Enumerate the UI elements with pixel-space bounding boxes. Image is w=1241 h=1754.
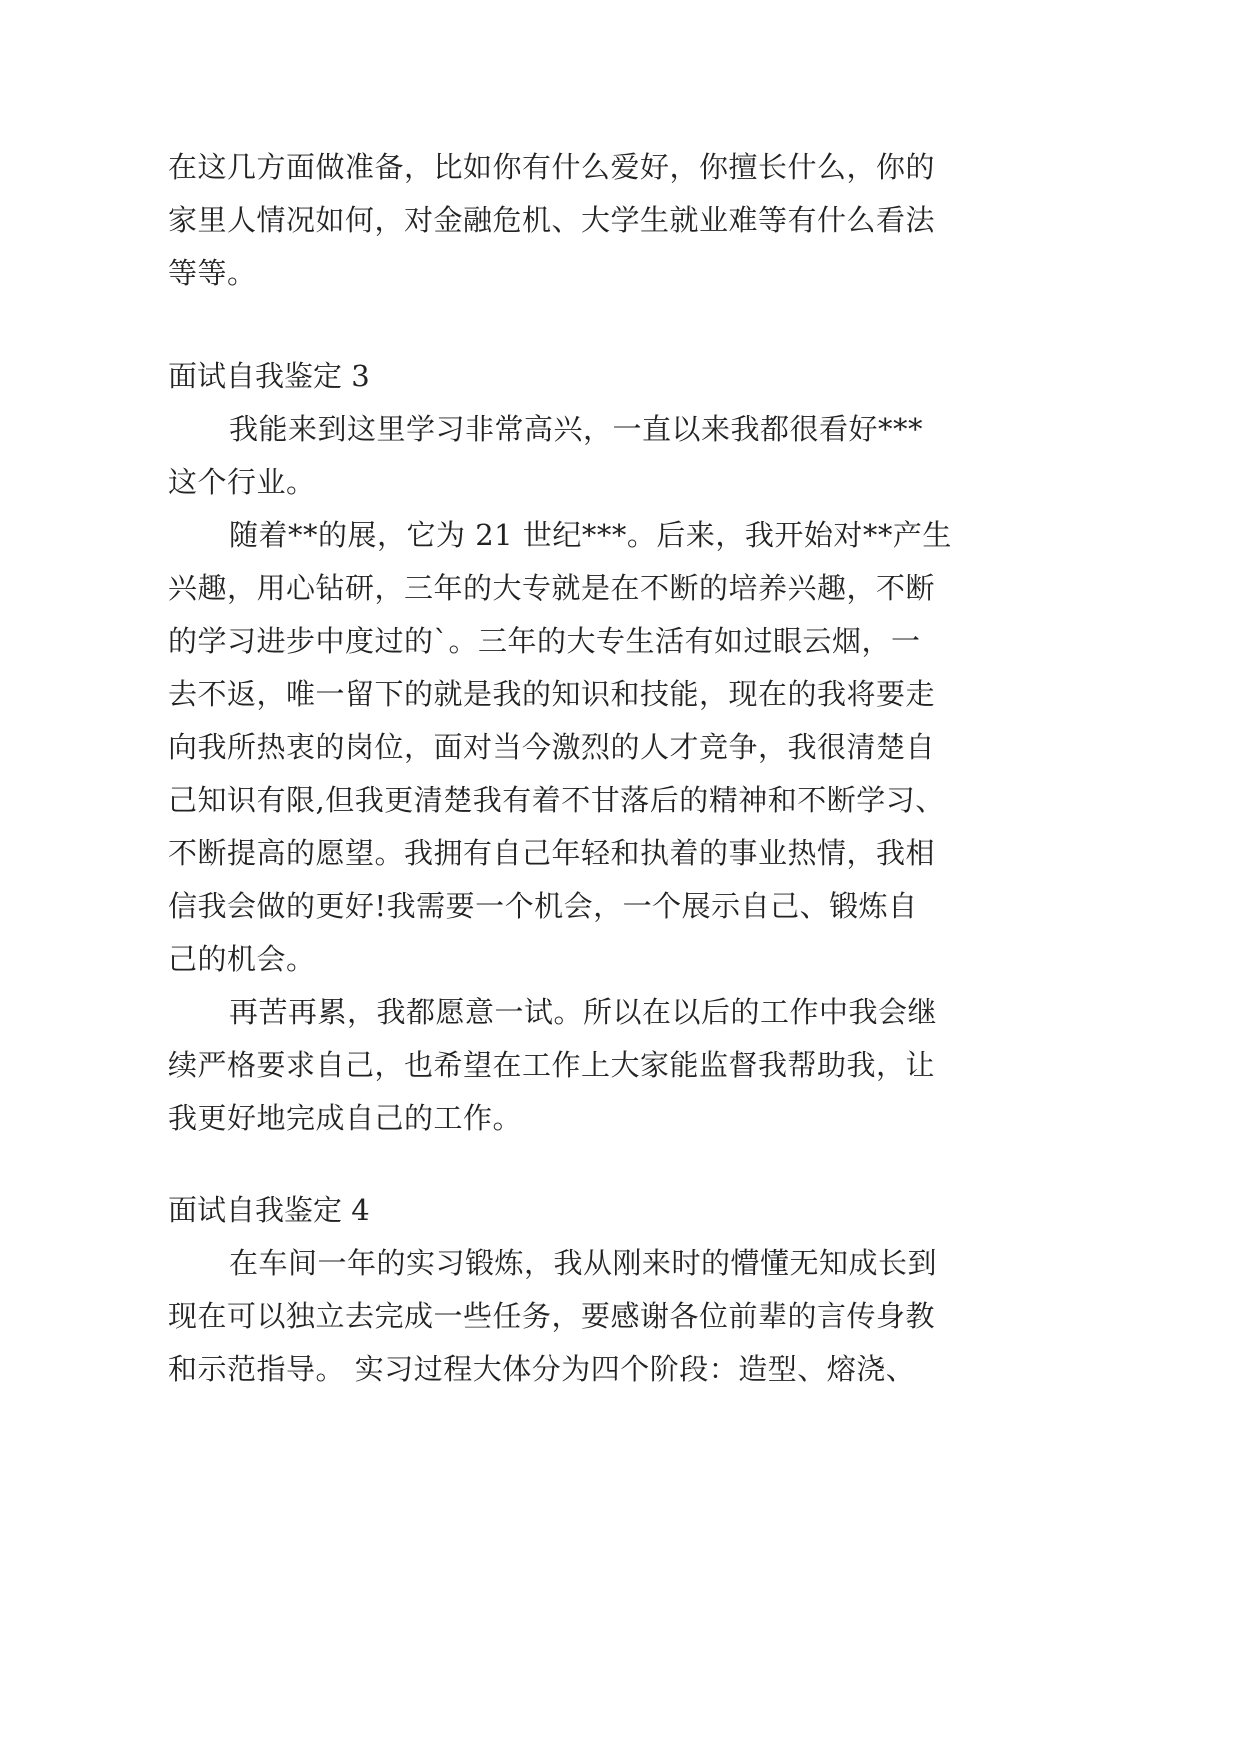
section3-p2-line-4: 去不返，唯一留下的就是我的知识和技能，现在的我将要走 bbox=[168, 677, 936, 711]
section3-heading: 面试自我鉴定 3 bbox=[168, 359, 370, 393]
section3-p2-line-2: 兴趣，用心钻研，三年的大专就是在不断的培养兴趣，不断 bbox=[168, 571, 936, 605]
section3-p2-line-3: 的学习进步中度过的`。三年的大专生活有如过眼云烟，一 bbox=[168, 624, 921, 658]
section3-p2-line-1: 随着**的展，它为 21 世纪***。后来，我开始对**产生 bbox=[229, 518, 952, 552]
section3-p3-line-2: 续严格要求自己，也希望在工作上大家能监督我帮助我，让 bbox=[168, 1048, 936, 1082]
section4-p1-line-1: 在车间一年的实习锻炼，我从刚来时的懵懂无知成长到 bbox=[229, 1246, 938, 1280]
section3-p2-line-9: 己的机会。 bbox=[168, 942, 316, 976]
intro-line-3: 等等。 bbox=[168, 256, 257, 290]
section3-p3-line-1: 再苦再累，我都愿意一试。所以在以后的工作中我会继 bbox=[229, 995, 938, 1029]
section3-p3-line-3: 我更好地完成自己的工作。 bbox=[168, 1101, 523, 1135]
section3-p1-line-1: 我能来到这里学习非常高兴，一直以来我都很看好*** bbox=[229, 412, 924, 446]
section4-p1-line-2: 现在可以独立去完成一些任务，要感谢各位前辈的言传身教 bbox=[168, 1299, 936, 1333]
section3-p1-line-2: 这个行业。 bbox=[168, 465, 316, 499]
section3-p2-line-7: 不断提高的愿望。我拥有自己年轻和执着的事业热情，我相 bbox=[168, 836, 936, 870]
section3-p2-line-8: 信我会做的更好!我需要一个机会，一个展示自己、锻炼自 bbox=[168, 889, 918, 923]
section3-p2-line-6: 己知识有限,但我更清楚我有着不甘落后的精神和不断学习、 bbox=[168, 783, 945, 817]
section3-p2-line-5: 向我所热衷的岗位，面对当今激烈的人才竞争，我很清楚自 bbox=[168, 730, 936, 764]
section4-p1-line-3: 和示范指导。 实习过程大体分为四个阶段：造型、熔浇、 bbox=[168, 1352, 916, 1386]
intro-line-1: 在这几方面做准备，比如你有什么爱好，你擅长什么，你的 bbox=[168, 150, 936, 184]
section4-heading: 面试自我鉴定 4 bbox=[168, 1193, 370, 1227]
intro-line-2: 家里人情况如何，对金融危机、大学生就业难等有什么看法 bbox=[168, 203, 936, 237]
